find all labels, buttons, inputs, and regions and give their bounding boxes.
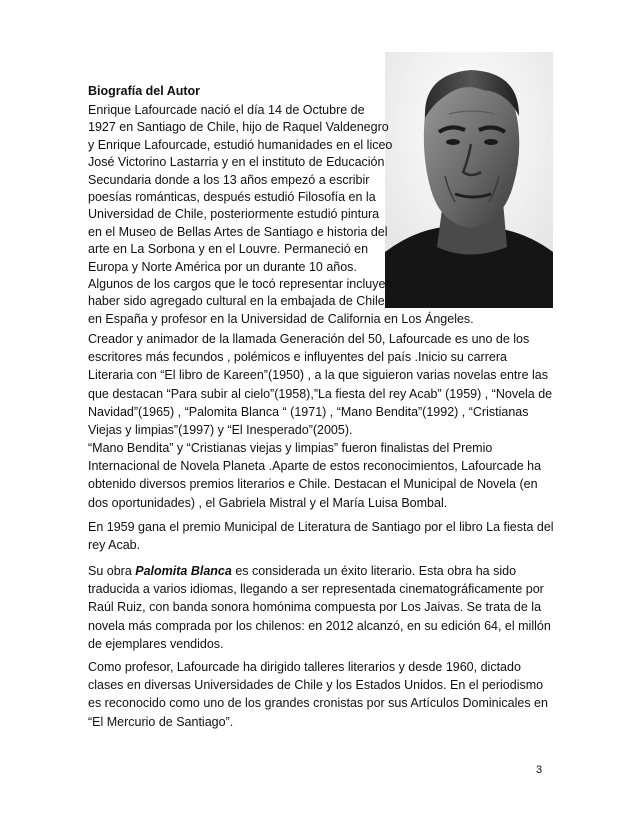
intro-line: Europa y Norte América por un durante 10 años. (88, 259, 357, 274)
intro-line: Algunos de los cargos que le tocó representar incluyen (88, 277, 393, 292)
section-title: Biografía del Autor (88, 84, 201, 98)
paragraph-premios: “Mano Bendita” y “Cristianas viejas y limpias” fueron finalistas del Premio Internacional de Novela Planeta .Aparte de estos reconocimientos, Lafourcade ha obtenido diversos premios literarios e Chile. Destacan el Municipal de Novela (en dos oportunidades) , el Gabriela Mistral y el María Luisa Bombal. (88, 441, 542, 510)
intro-line: en el Museo de Bellas Artes de Santiago e historia del (88, 224, 388, 239)
paragraph-palomita-blanca (88, 562, 554, 653)
intro-line: Secundaria donde a los 13 años empezó a escribir (88, 172, 370, 187)
p4-book-title: Palomita Blanca (135, 564, 232, 578)
p4-text-before: Su obra (88, 564, 136, 578)
intro-line: haber sido agregado cultural en la embajada de Chile (88, 294, 385, 309)
intro-line: en España y profesor en la Universidad de California en Los Ángeles. (88, 311, 474, 326)
intro-line: 1927 en Santiago de Chile, hijo de Raquel Valdenegro (88, 120, 389, 135)
intro-paragraph (88, 102, 548, 328)
intro-line: Universidad de Chile, posteriormente estudió pintura (88, 207, 380, 222)
intro-line: arte en La Sorbona y en el Louvre. Permaneció en (88, 242, 369, 257)
intro-line: y Enrique Lafourcade, estudió humanidades en el liceo (88, 137, 393, 152)
intro-line: José Victorino Lastarria y en el instituto de Educación (88, 155, 385, 170)
paragraph-generacion-50: Creador y animador de la llamada Generación del 50, Lafourcade es uno de los escritores más fecundos , polémicos e influyentes del país .Inicio su carrera Literaria con “El libro de Kareen”(1950) , a la que siguieron varias novelas entre las que destacan “Para subir al cielo”(1958),”La fiesta del rey Acab” (1959) , “Novela de Navidad”(1965) , “Palomita Blanca “ (1971) , “Mano Bendita”(1992) , “Cristianas Viejas y limpias”(1997) y “El Inesperado”(2005). (88, 332, 553, 438)
p4-text-after: es considerada un éxito literario. Esta obra ha sido traducida a varios idiomas, llegando a ser representada cinematográficamente por Raúl Ruiz, con banda sonora homónima compuesta por Los Jaivas. Se trata de la novela más comprada por los chilenos: en 2012 alcanzó, en su edición 64, el millón de ejemplares vendidos. (88, 564, 551, 651)
paragraph-premio-municipal: En 1959 gana el premio Municipal de Literatura de Santiago por el libro La fiesta del rey Acab. (88, 520, 554, 553)
page-number: 3 (536, 764, 543, 776)
intro-line: Enrique Lafourcade nació el día 14 de Octubre de (88, 103, 365, 117)
intro-line: poesías románticas, después estudió Filosofía en la (88, 190, 376, 205)
paragraph-profesor: Como profesor, Lafourcade ha dirigido talleres literarios y desde 1960, dictado clases en diversas Universidades de Chile y los Estados Unidos. En el periodismo es reconocido como uno de los grandes cronistas por sus Artículos Dominicales en “El Mercurio de Santiago”. (88, 660, 548, 729)
